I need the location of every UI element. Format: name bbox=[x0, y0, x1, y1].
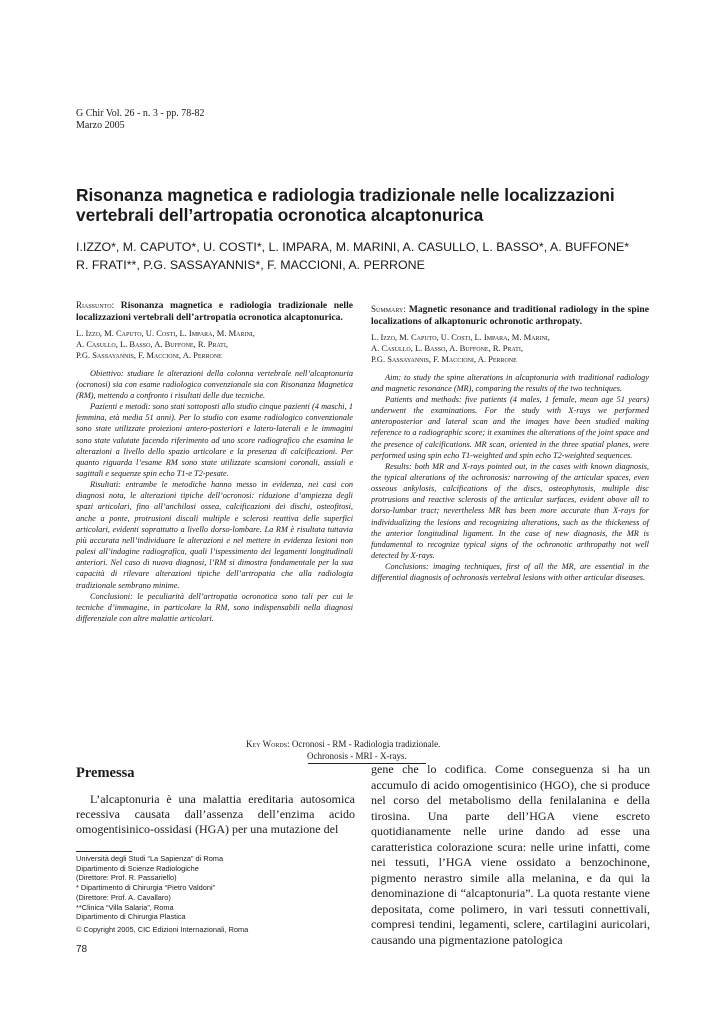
authors-line-2: R. FRATI**, P.G. SASSAYANNIS*, F. MACCIONI, A. PERRONE bbox=[76, 257, 425, 272]
footnote-rule bbox=[76, 851, 132, 852]
summary-methods: Patients and methods: five patients (4 males, 1 female, mean age 51 years) underwent the examinations. For the study with X-rays we performed anteroposterior and lateral scan and the images have been studied making reference to a radiographic score; it examines the alterations of the joint space and the presence of calcifications. MR scan, oriented in the three spatial planes, were performed using spin echo T1-weighted and spin echo T2-weighted sequences. bbox=[371, 394, 649, 460]
summary-authors-line-2: A. Casullo, L. Basso, A. Buffone, R. Prati, bbox=[371, 343, 523, 354]
riassunto-authors-line-3: P.G. Sassayannis, F. Maccioni, A. Perrone bbox=[76, 350, 222, 361]
affiliation-line: Dipartimento di Scienze Radiologiche bbox=[76, 863, 199, 873]
premessa-heading: Premessa bbox=[76, 765, 135, 781]
affiliation-line: * Dipartimento di Chirurgia “Pietro Valdoni” bbox=[76, 883, 216, 893]
riassunto-label: Riassunto: bbox=[76, 300, 115, 310]
riassunto-authors-line-1: L. Izzo, M. Caputo, U. Costi, L. Impara, M. Marini, bbox=[76, 328, 255, 338]
title-line-1: Risonanza magnetica e radiologia tradizionale nelle localizzazioni bbox=[76, 185, 615, 205]
riassunto-abstract bbox=[76, 300, 353, 624]
affiliation-line: (Direttore: Prof. R. Passariello) bbox=[76, 873, 177, 883]
key-words bbox=[246, 739, 440, 763]
summary-conclusions: Conclusions: imaging techniques, first of all the MR, are essential in the differential diagnosis of ochronosis vertebral lesions with other articular diseases. bbox=[371, 562, 649, 583]
riassunto-objective: Obiettivo: studiare le alterazioni della colonna vertebrale nell’alcaptonuria (ocronosi) sia con esame radiologico convenzionale sia con Risonanza Magnetica (RM), mettendo a confronto i risultati delle due tecniche. bbox=[76, 368, 353, 400]
summary-heading bbox=[371, 304, 649, 327]
summary-label: Summary: bbox=[371, 304, 406, 314]
riassunto-methods: Pazienti e metodi: sono stati sottoposti allo studio cinque pazienti (4 maschi, 1 femmina, età media 51 anni). Per lo studio con esame radiologico convenzionale sono state utilizzate proiezioni antero-posteriori e latero-laterali e le immagini sono state valutate facendo riferimento ad uno score radiografico che esamina le alterazioni a livello dello spazio articolare e la presenza di calcificazioni. Per quanto riguarda l’esame RM sono state utilizzate scansioni coronali, assiali e sagittali e sequenze spin echo T1-e T2-pesate. bbox=[76, 402, 353, 479]
affiliations-footnote bbox=[76, 854, 248, 935]
key-words-italian: Ocronosi - RM - Radiologia tradizionale. bbox=[291, 739, 441, 749]
authors-line-1: I.IZZO*, M. CAPUTO*, U. COSTI*, L. IMPARA, M. MARINI, A. CASULLO, L. BASSO*, A. BUFFONE* bbox=[76, 240, 630, 254]
body-right-column bbox=[371, 762, 650, 948]
article-title bbox=[76, 186, 656, 225]
summary-aim: Aim: to study the spine alterations in alcaptonuria with traditional radiology and magnetic resonance (MR), comparing the results of the two techniques. bbox=[371, 372, 649, 393]
riassunto-authors-line-2: A. Casullo, L. Basso, A. Buffone, R. Prati, bbox=[76, 339, 228, 350]
riassunto-results: Risultati: entrambe le metodiche hanno messo in evidenza, nei casi con diagnosi nota, le alterazioni tipiche dell’ocronosi: riduzione d’ampiezza degli spazi articolari, fino all’anchilosi ossea, calcificazioni dei dischi, osteofitosi, anche a ponte, protrusioni discali multiple e sclerosi reattiva delle superfici articolari, evidenti soprattutto a livello dorso-lombare. La RM è risultata tuttavia più accurata nell’individuare le alterazioni e nel mettere in evidenza lesioni non palesi all’indagine radiografica, quali l’ispessimento dei legamenti longitudinali anteriori. Nel caso di nuova diagnosi, l’RM si dimostra fondamentale per la sua capacità di rilevare alterazioni tipiche dell’artropatia che alla radiologia tradizionale sembrano minime. bbox=[76, 480, 353, 590]
summary-authors bbox=[371, 332, 649, 366]
page-number: 78 bbox=[76, 944, 88, 955]
key-words-label: Key Words: bbox=[246, 739, 290, 749]
riassunto-title: Risonanza magnetica e radiologia tradizionale nelle localizzazioni vertebrali dell’artropatia ocronotica alcaptonurica. bbox=[76, 300, 353, 323]
summary-authors-line-1: L. Izzo, M. Caputo, U. Costi, L. Impara, M. Marini, bbox=[371, 332, 550, 342]
affiliation-line: **Clinica “Villa Salaria”, Roma bbox=[76, 902, 174, 912]
affiliation-line: Dipartimento di Chirurgia Plastica bbox=[76, 912, 186, 922]
title-line-2: vertebrali dell’artropatia ocronotica alcaptonurica bbox=[76, 204, 484, 225]
journal-date: Marzo 2005 bbox=[76, 120, 125, 131]
summary-title: Magnetic resonance and traditional radiology in the spine localizations of alkaptonuric ochronotic arthropaty. bbox=[371, 304, 649, 327]
article-authors bbox=[76, 239, 686, 274]
copyright-notice: © Copyright 2005, CIC Edizioni Internazionali, Roma bbox=[76, 924, 249, 934]
affiliation-line: Università degli Studi “La Sapienza” di Roma bbox=[76, 854, 224, 863]
riassunto-authors bbox=[76, 328, 353, 362]
key-words-english: Ochronosis - MRI - X-rays. bbox=[307, 750, 407, 761]
riassunto-conclusions: Conclusioni: le peculiarità dell’artropatia ocronotica sono tali per cui le tecniche d’immagine, in particolare la RM, sono indispensabili nella diagnosi differenziale con altre malattie articolari. bbox=[76, 591, 353, 624]
journal-header bbox=[76, 108, 205, 132]
journal-citation: G Chir Vol. 26 - n. 3 - pp. 78-82 bbox=[76, 108, 205, 119]
body-left-column bbox=[76, 792, 355, 838]
premessa-paragraph-left: L’alcaptonuria è una malattia ereditaria autosomica recessiva causata dall’assenza dell’enzima acido omogentisinico-ossidasi (HGA) per una mutazione del bbox=[76, 792, 355, 837]
affiliation-line: (Direttore: Prof. A. Cavallaro) bbox=[76, 892, 171, 902]
riassunto-heading bbox=[76, 300, 353, 323]
summary-abstract bbox=[371, 304, 649, 584]
premessa-paragraph-right: gene che lo codifica. Come conseguenza si ha un accumulo di acido omogentisinico (HGO), che si produce nel corso del metabolismo della fenilalanina e della tirosina. Una parte dell’HGA viene escreto quotidianamente nelle urine dando ad esse una caratteristica colorazione scura: nelle urine infatti, come nei tessuti, l’HGA viene ossidato a benzochinone, pigmento nerastro simile alla melanina, e da qui la denominazione di “alcaptonuria”. La quota restante viene depositata, come polimero, in vari tessuti connettivali, compresi tendini, legamenti, sclere, cartilagini auricolari, causando una pigmentazione patologica bbox=[371, 762, 650, 947]
summary-results: Results: both MR and X-rays pointed out, in the cases with known diagnosis, the typical alterations of the ochronosis: narrowing of the articular spaces, even osseous ankylosis, calcifications of the discs, osteophytosis, multiple disc protrusions and reactive sclerosis of the articular surfaces, evident above all to dorso-lumbar tract; nevertheless MR has been more accurate than X-rays for individualizing the lesions and recognizing alterations, such as the thickeness of the anterior longitudinal ligament. In the case of new diagnosis, the MR is fundamental to recognize typical signs of the ochronotic arthropathy not well detected by X-rays. bbox=[371, 461, 649, 561]
summary-authors-line-3: P.G. Sassayannis, F. Maccioni, A. Perrone bbox=[371, 354, 517, 365]
